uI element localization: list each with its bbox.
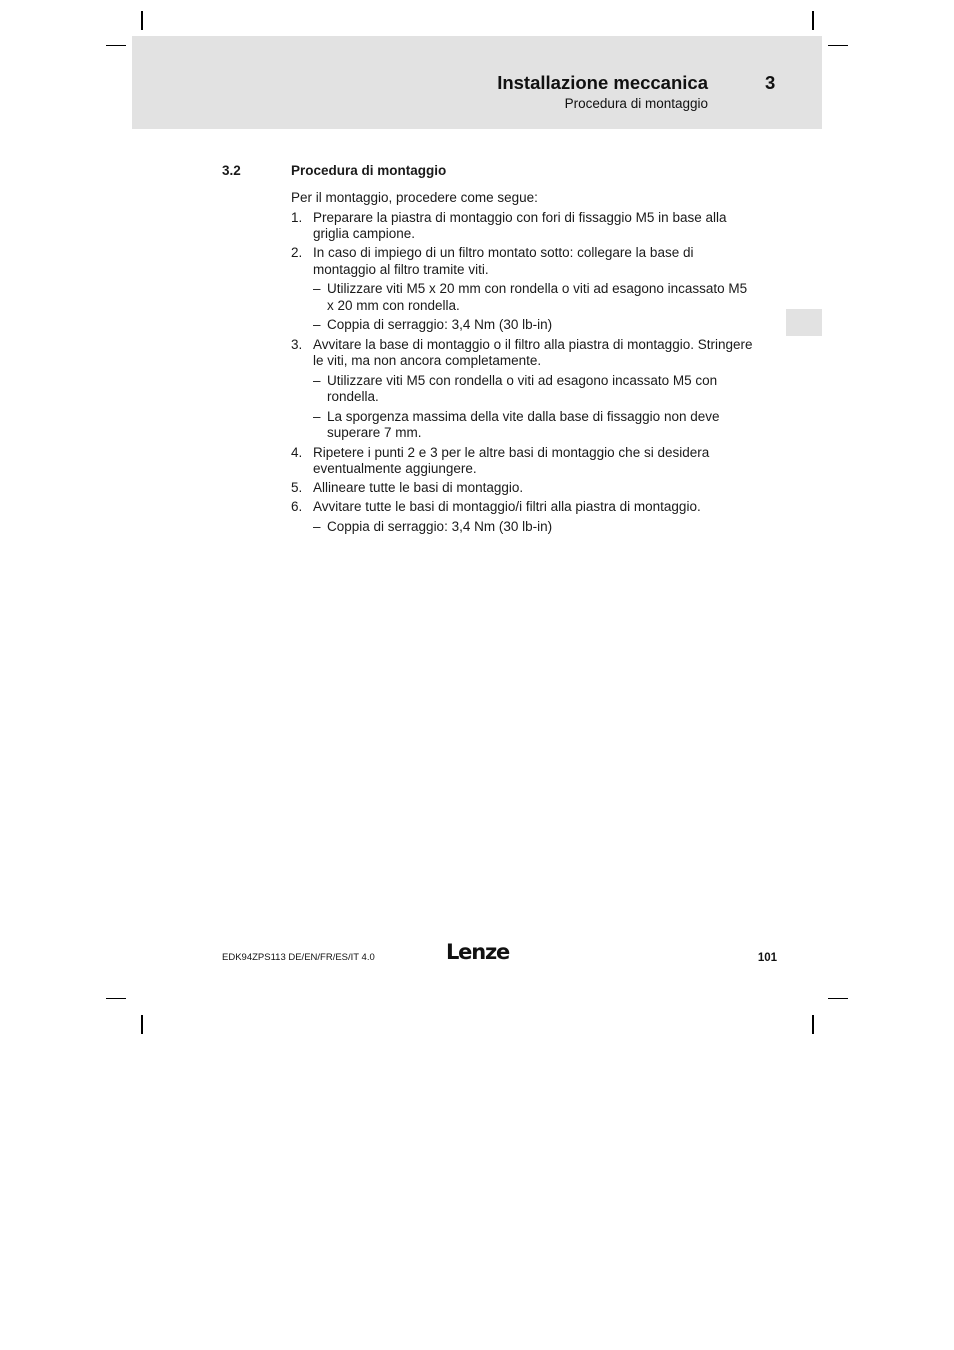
procedure-step: [291, 499, 753, 535]
procedure-content: [291, 190, 753, 538]
crop-mark: [812, 11, 814, 30]
step-bullets: [313, 281, 753, 334]
crop-mark: [141, 11, 143, 30]
step-text: Avvitare tutte le basi di montaggio/i filtri alla piastra di montaggio.: [313, 499, 701, 514]
section-number: 3.2: [222, 163, 241, 178]
step-bullets: [313, 373, 753, 442]
step-text: Allineare tutte le basi di montaggio.: [313, 480, 524, 495]
bullet-item: [313, 519, 753, 536]
crop-mark: [812, 1015, 814, 1034]
crop-mark: [828, 45, 848, 46]
procedure-step: [291, 210, 753, 243]
header-band: [132, 36, 822, 129]
step-number: 2.: [291, 245, 303, 260]
step-text: Preparare la piastra di montaggio con fori di fissaggio M5 in base alla griglia campione.: [313, 209, 727, 241]
intro-text: Per il montaggio, procedere come segue:: [291, 190, 538, 205]
bullet-text: Coppia di serraggio: 3,4 Nm (30 lb-in): [327, 317, 553, 332]
document-code: EDK94ZPS113 DE/EN/FR/ES/IT 4.0: [222, 952, 375, 963]
step-number: 3.: [291, 336, 303, 352]
bullet-item: [313, 373, 753, 406]
chapter-number: 3: [765, 72, 776, 93]
bullet-item: [313, 409, 753, 442]
step-text: Ripetere i punti 2 e 3 per le altre basi di montaggio che si desidera eventualmente aggiungere.: [313, 444, 710, 476]
procedure-steps: [291, 210, 753, 536]
chapter-tab-marker: [786, 309, 822, 336]
procedure-step: [291, 245, 753, 334]
procedure-step: [291, 480, 753, 497]
crop-mark: [106, 45, 126, 46]
step-number: 1.: [291, 209, 303, 225]
bullet-text: Utilizzare viti M5 con rondella o viti ad esagono incassato M5 con rondella.: [327, 372, 718, 404]
procedure-step: [291, 445, 753, 478]
bullet-item: [313, 281, 753, 314]
bullet-text: La sporgenza massima della vite dalla base di fissaggio non deve superare 7 mm.: [327, 408, 720, 440]
dash-icon: –: [313, 372, 321, 388]
crop-mark: [141, 1015, 143, 1034]
step-text: In caso di impiego di un filtro montato sotto: collegare la base di montaggio al filtro tramite viti.: [313, 245, 694, 277]
page-number: 101: [757, 952, 777, 964]
section-title: Procedura di montaggio: [291, 163, 447, 178]
dash-icon: –: [313, 408, 321, 424]
dash-icon: –: [313, 518, 321, 534]
procedure-step: [291, 337, 753, 442]
step-number: 5.: [291, 480, 303, 495]
bullet-text: Utilizzare viti M5 x 20 mm con rondella o viti ad esagono incassato M5 x 20 mm con rondella.: [327, 281, 748, 313]
lenze-logo: Lenze: [446, 940, 510, 964]
step-text: Avvitare la base di montaggio o il filtro alla piastra di montaggio. Stringere le viti, ma non ancora completamente.: [313, 336, 753, 368]
crop-mark: [828, 998, 848, 999]
section-subtitle: Procedura di montaggio: [564, 96, 708, 111]
dash-icon: –: [313, 317, 321, 332]
step-number: 6.: [291, 499, 303, 514]
bullet-text: Coppia di serraggio: 3,4 Nm (30 lb-in): [327, 518, 553, 534]
chapter-title: Installazione meccanica: [497, 72, 708, 93]
step-bullets: [313, 519, 753, 536]
dash-icon: –: [313, 281, 321, 296]
step-number: 4.: [291, 444, 303, 460]
crop-mark: [106, 998, 126, 999]
bullet-item: [313, 317, 753, 334]
